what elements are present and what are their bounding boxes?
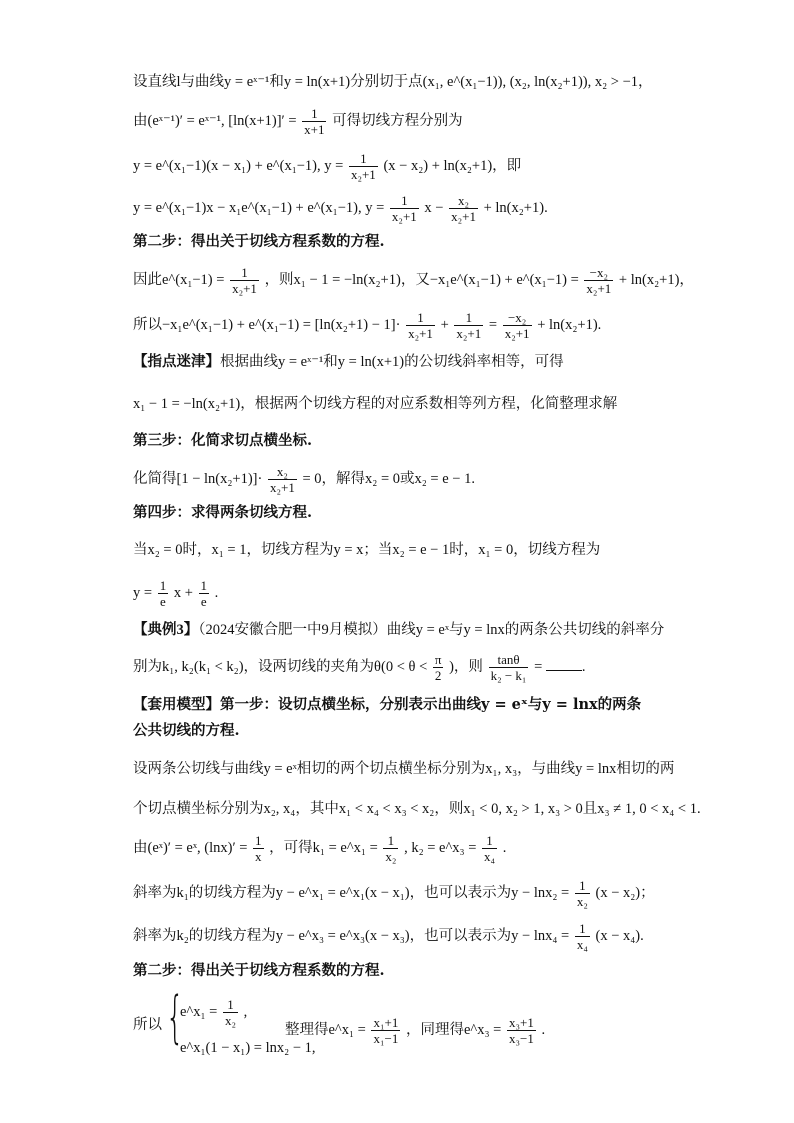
fraction <box>503 310 532 341</box>
text-tangent-points: 设直线l与曲线y = eˣ⁻¹和y = ln(x+1)分别切于点(x₁, e^(x₁−1)), (x₂, ln(x₂+1)), x₂ > −1， <box>133 74 653 90</box>
text-eq-part: e^x₁ = <box>180 1003 218 1020</box>
denominator: x₂+1 <box>391 209 417 224</box>
denominator: x₂+1 <box>451 209 476 224</box>
fraction <box>383 833 398 864</box>
denominator: k₂ − k₁ <box>490 668 527 683</box>
text-eq-part: , k₂ = e^x₃ = <box>404 839 477 856</box>
numerator: 1 <box>579 921 586 936</box>
text-eq-part: 别为k₁, k₂(k₁ < k₂)，设两切线的夹角为θ(0 < θ < <box>133 658 428 675</box>
fraction <box>433 652 444 683</box>
model-tag: 【套用模型】 <box>133 696 220 713</box>
example-line-2 <box>133 652 586 683</box>
line-simplify <box>133 464 475 495</box>
example-line-1 <box>133 620 664 640</box>
fraction <box>454 310 483 341</box>
denominator: 2 <box>433 667 444 683</box>
numerator: 1 <box>241 265 248 280</box>
answer-blank <box>546 656 582 671</box>
fraction <box>199 578 210 609</box>
step-title: 第二步：得出关于切线方程系数的方程. <box>133 233 385 250</box>
numerator: 1 <box>401 193 408 208</box>
line-tangent-k1 <box>133 878 655 909</box>
denominator: x₃−1 <box>508 1031 534 1046</box>
fraction <box>584 265 613 296</box>
line-result <box>285 1015 545 1046</box>
numerator: 1 <box>227 997 234 1012</box>
model-line-1 <box>133 695 641 715</box>
text-eq-part: + ln(x₂+1)， <box>618 271 694 288</box>
numerator: x₂ <box>276 464 288 479</box>
text-eq-part: y = e^(x₁−1)(x − x₁) + e^(x₁−1), y = <box>133 157 344 174</box>
tip-text: x₁ − 1 = −ln(x₂+1)，根据两个切线方程的对应系数相等列方程，化简整理求解 <box>133 396 618 412</box>
model-step-title: 第一步：设切点横坐标，分别表示出曲线y = eˣ与y = lnx的两条 <box>220 696 642 713</box>
line-second-tangent <box>133 578 218 609</box>
numerator: 1 <box>417 310 424 325</box>
fraction <box>302 106 326 137</box>
numerator: 1 <box>311 106 318 121</box>
denominator: x₂+1 <box>269 480 295 495</box>
text-eq-part: , <box>243 1003 248 1020</box>
step-heading <box>133 503 312 523</box>
example-text: （2024安徽合肥一中9月模拟）曲线y = eˣ与y = lnx的两条公共切线的斜率分 <box>198 622 665 638</box>
denominator: x₂+1 <box>456 326 482 341</box>
denominator: x₂+1 <box>504 326 530 341</box>
text-eq-part: y = <box>133 584 153 601</box>
text-eq-part: (x − x₂) + ln(x₂+1)，即 <box>383 157 522 174</box>
denominator: x₂+1 <box>350 167 376 182</box>
system-row-1 <box>180 997 247 1028</box>
text-derivatives: 由(eˣ⁻¹)′ = eˣ⁻¹, [ln(x+1)]′ = <box>133 112 297 129</box>
tip-line-2 <box>133 394 617 414</box>
numerator: 1 <box>486 833 493 848</box>
numerator: tanθ <box>497 652 520 667</box>
numerator: x₁+1 <box>373 1015 399 1030</box>
denominator: e <box>199 593 210 609</box>
text-eq-part: 因此e^(x₁−1) = <box>133 271 225 288</box>
fraction <box>371 1015 400 1046</box>
text-eq-part: ，则x₁ − 1 = −ln(x₂+1)，又−x₁e^(x₁−1) + e^(x₁−1) = <box>264 271 579 288</box>
text-eq-part: . <box>581 658 586 675</box>
text-eq-part: . <box>502 839 507 856</box>
denominator: x₁−1 <box>373 1031 399 1046</box>
fraction <box>575 921 590 952</box>
fraction <box>268 464 297 495</box>
tip-line-1 <box>133 352 564 372</box>
line-substitution <box>133 310 601 341</box>
text-eq-part: 斜率为k₂的切线方程为y − e^x₃ = e^x₃(x − x₃)，也可以表示为y − lnx₄ = <box>133 927 570 944</box>
denominator: x+1 <box>304 122 325 137</box>
line-coefficient-eq <box>133 265 694 296</box>
denominator: x₂+1 <box>408 326 433 341</box>
denominator: e <box>158 593 169 609</box>
text-eq-part: 整理得e^x₁ = <box>285 1021 366 1038</box>
numerator: 1 <box>159 578 167 593</box>
text-eq-part: . <box>214 584 219 601</box>
tip-text: 根据曲线y = eˣ⁻¹和y = ln(x+1)的公切线斜率相等，可得 <box>220 354 564 370</box>
fraction <box>449 193 478 224</box>
line-tangent-k2 <box>133 921 644 952</box>
text-eq-part: x + <box>173 584 193 601</box>
numerator: −x₂ <box>589 265 609 280</box>
numerator: x₂ <box>458 193 470 208</box>
numerator: 1 <box>387 833 395 848</box>
text-eq-part: + ln(x₂+1). <box>537 316 602 333</box>
fraction <box>230 265 259 296</box>
text-eq-part: 所以−x₁e^(x₁−1) + e^(x₁−1) = [ln(x₂+1) − 1]· <box>133 316 401 333</box>
text-abscissas: 设两条公切线与曲线y = eˣ相切的两个切点横坐标分别为x₁, x₃，与曲线y = lnx相切的两 <box>133 761 675 777</box>
text-cases: 当x₂ = 0时，x₁ = 1，切线方程为y = x；当x₂ = e − 1时，x₁ = 0，切线方程为 <box>133 542 601 558</box>
step-title: 第三步：化简求切点横坐标. <box>133 432 313 449</box>
denominator: x₂+1 <box>232 281 257 296</box>
model-line-2 <box>133 721 240 741</box>
numerator: 1 <box>360 151 367 166</box>
denominator: x₄ <box>484 849 496 864</box>
text-abscissa-order: 个切点横坐标分别为x₂, x₄，其中x₁ < x₄ < x₃ < x₂，则x₁ < 0, x₂ > 1, x₃ > 0且x₃ ≠ 1, 0 < x₄ < 1. <box>133 801 701 817</box>
system-brace: { <box>166 985 184 1050</box>
text-eq-part: 化简得[1 − ln(x₂+1)]· <box>133 470 263 487</box>
numerator: 1 <box>579 878 586 893</box>
text-eq-part: + <box>440 316 449 333</box>
numerator: π <box>434 652 442 667</box>
line-cases <box>133 540 600 560</box>
fraction <box>406 310 435 341</box>
line-expanded-equations <box>133 193 548 224</box>
text-eq-part: = 0，解得x₂ = 0或x₂ = e − 1. <box>302 470 475 487</box>
fraction <box>253 833 264 864</box>
text-so: 所以 <box>133 1017 162 1033</box>
numerator: −x₂ <box>507 310 527 325</box>
step-heading <box>133 961 385 981</box>
denominator: x₄ <box>576 937 588 952</box>
tip-tag: 【指点迷津】 <box>133 354 220 370</box>
step-heading <box>133 232 385 252</box>
step-heading <box>133 431 312 451</box>
denominator: x₂ <box>224 1013 237 1028</box>
line-tangent-equations <box>133 151 521 182</box>
step-title: 第四步：求得两条切线方程. <box>133 504 313 521</box>
denominator: x₂ <box>576 894 588 909</box>
text-eq-part: (x − x₄). <box>595 927 644 944</box>
model-step-title: 公共切线的方程. <box>133 722 240 739</box>
text-eq-part: . <box>541 1021 546 1038</box>
text-tangent-eq-intro: 可得切线方程分别为 <box>332 112 463 129</box>
fraction <box>158 578 169 609</box>
fraction <box>507 1015 536 1046</box>
line-slopes <box>133 833 506 864</box>
fraction <box>349 151 378 182</box>
fraction <box>482 833 497 864</box>
text-eq-part: ，同理得e^x₃ = <box>405 1021 502 1038</box>
text-eq-part: (x − x₂)； <box>595 884 655 901</box>
numerator: 1 <box>200 578 207 593</box>
example-tag: 【典例3】 <box>133 622 199 638</box>
step-title: 第二步：得出关于切线方程系数的方程. <box>133 962 385 979</box>
numerator: 1 <box>255 833 262 848</box>
line-derivatives <box>133 106 463 137</box>
fraction <box>575 878 590 909</box>
fraction <box>390 193 419 224</box>
text-eq-part: y = e^(x₁−1)x − x₁e^(x₁−1) + e^(x₁−1), y = <box>133 199 385 216</box>
numerator: 1 <box>465 310 473 325</box>
line-tangent-setup <box>133 72 653 92</box>
fraction <box>489 652 529 683</box>
text-eq-part: = <box>488 316 498 333</box>
line-tangent-abscissas <box>133 759 674 779</box>
text-eq-part: = <box>534 658 543 675</box>
line-abscissa-order <box>133 799 701 819</box>
line-system-label <box>133 1015 162 1035</box>
text-eq-part: e^x₁(1 − x₁) = lnx₂ − 1, <box>180 1040 316 1056</box>
denominator: x₂ <box>385 849 397 864</box>
text-eq-part: x − <box>424 199 444 216</box>
text-eq-part: ，可得k₁ = e^x₁ = <box>269 839 378 856</box>
text-eq-part: 由(eˣ)′ = eˣ, (lnx)′ = <box>133 839 248 856</box>
numerator: x₃+1 <box>508 1015 534 1030</box>
text-eq-part: )，则 <box>449 658 483 675</box>
denominator: x₂+1 <box>586 281 612 296</box>
denominator: x <box>255 849 262 864</box>
fraction <box>223 997 238 1028</box>
text-eq-part: 斜率为k₁的切线方程为y − e^x₁ = e^x₁(x − x₁)，也可以表示为y − lnx₂ = <box>133 884 570 901</box>
text-eq-part: + ln(x₂+1). <box>483 199 548 216</box>
